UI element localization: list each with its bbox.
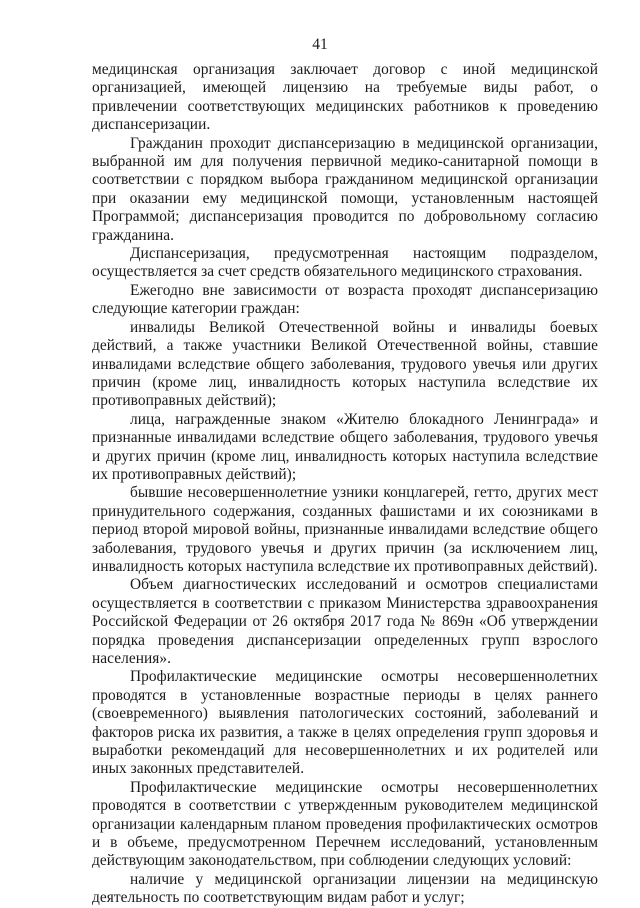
paragraph-8: наличие у медицинской организации лицензии на медицинскую деятельность по соответствующим видам работ и услуг; [92,870,598,907]
page-number: 41 [312,36,328,53]
paragraph-4: Ежегодно вне зависимости от возраста проходят диспансеризацию следующие категории граждан: [92,281,598,318]
paragraph-6: Профилактические медицинские осмотры несовершеннолетних проводятся в установленные возрастные периоды в целях раннего (своевременного) выявления патологических состояний, заболеваний и факторов риска их развития, а также в целях определения групп здоровья и выработки рекомендаций для несовершеннолетних и их родителей или иных законных представителей. [92,668,598,778]
paragraph-3: Диспансеризация, предусмотренная настоящим подразделом, осуществляется за счет средств обязательного медицинского страхования. [92,245,598,281]
paragraph-2: Гражданин проходит диспансеризацию в медицинской организации, выбранной им для получения первичной медико-санитарной помощи в соответствии с порядком выбора гражданином медицинской организации при оказании ему медицинской помощи, установленным настоящей Программой; диспансеризация проводится по добровольному согласию гражданина. [92,134,598,244]
paragraph-7: Профилактические медицинские осмотры несовершеннолетних проводятся в соответствии с утвержденным руководителем медицинской организации календарным планом проведения профилактических осмотров и в объеме, предусмотренном Перечнем исследований, установленным действующим законодательством, при соблюдении следующих условий: [92,778,598,870]
paragraph-1: медицинская организация заключает договор с иной медицинской организацией, имеющей лицензию на требуемые виды работ, о привлечении соответствующих медицинских работников к проведению диспансеризации. [92,61,598,134]
list-item-2: лица, награжденные знаком «Жителю блокадного Ленинграда» и признанные инвалидами вследствие общего заболевания, трудового увечья и других причин (кроме лиц, инвалидность которых наступила вследствие их противоправных действий); [92,410,598,483]
list-item-3: бывшие несовершеннолетние узники концлагерей, гетто, других мест принудительного содержания, созданных фашистами и их союзниками в период второй мировой войны, признанные инвалидами вследствие общего заболевания, трудового увечья и других причин (за исключением лиц, инвалидность которых наступила вследствие их противоправных действий). [92,484,598,575]
list-item-1: инвалиды Великой Отечественной войны и инвалиды боевых действий, а также участники Великой Отечественной войны, ставшие инвалидами вследствие общего заболевания, трудового увечья или других причин (кроме лиц, инвалидность которых наступила вследствие их противоправных действий); [92,318,598,410]
document-body [92,61,598,908]
paragraph-5: Объем диагностических исследований и осмотров специалистами осуществляется в соответствии с приказом Министерства здравоохранения Российской Федерации от 26 октября 2017 года № 869н «Об утверждении порядка проведения диспансеризации определенных групп взрослого населения». [92,576,598,667]
